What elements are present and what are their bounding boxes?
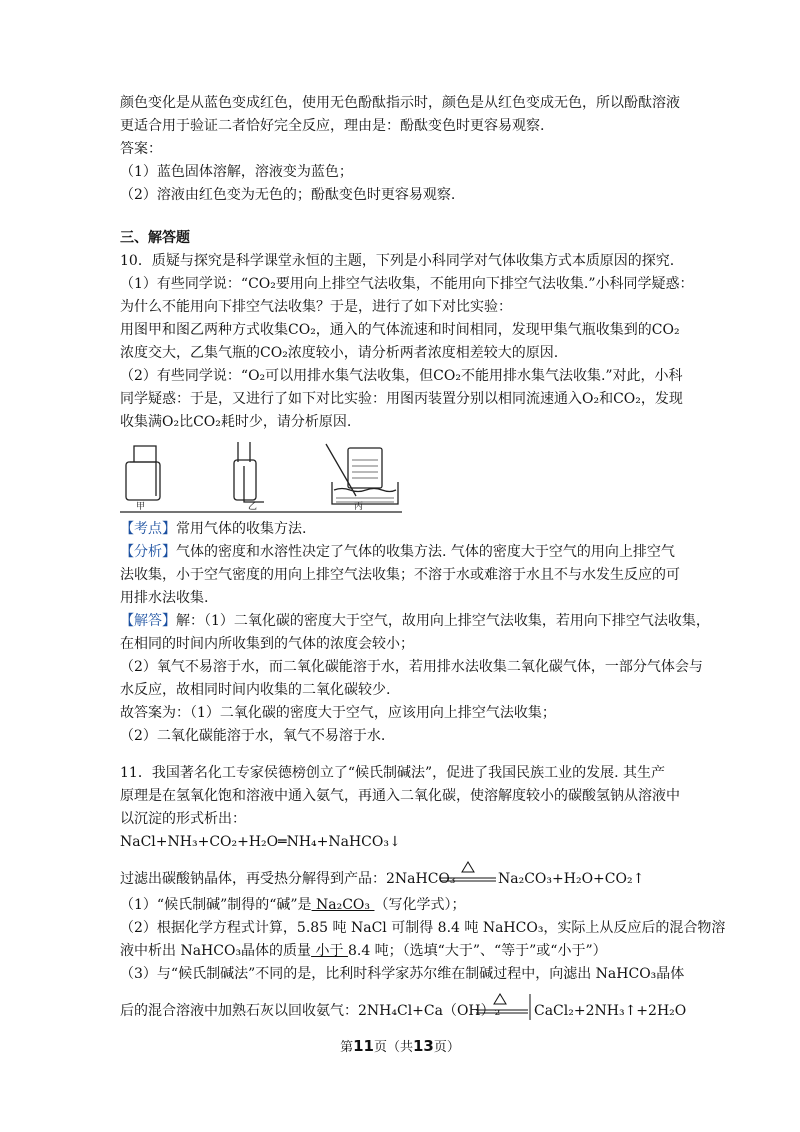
q10-text: 同学疑惑：于是，又进行了如下对比实验：用图丙装置分别以相同流速通入O₂和CO₂，发现 [120,391,683,407]
footer-text: 页（共 [373,1040,413,1055]
q11-part1-text: （写化学式）； [374,897,466,913]
footer-text: 第 [340,1040,354,1055]
q11-part3-text: （3）与“候氏制碱法”不同的是，比利时科学家苏尔维在制碱过程中，向滤出 NaHCO₃晶体 [120,966,685,982]
q10-text: 用图甲和图乙两种方式收集CO₂，通入的气体流速和时间相同，发现甲集气瓶收集到的CO₂ [120,322,680,338]
heat-arrow-icon [438,860,498,886]
kaodian-text: 常用气体的收集方法. [176,521,307,537]
jieda-tag: 【解答】 [120,613,176,629]
q11-part2-text: 8.4 吨；（选填“大于”、“等于”或“小于”） [347,943,607,959]
footer-text: 页） [433,1040,460,1055]
jieda-text: 水反应，故相同时间内收集的二氧化碳较少. [120,682,391,698]
page-footer [0,1036,800,1055]
document-page [120,92,726,1026]
paragraph-line: 更适合用于验证二者恰好完全反应，理由是：酚酞变色时更容易观察. [120,118,545,134]
jieda-text: 解：（1）二氧化碳的密度大于空气，故用向上排空气法收集，若用向下排空气法收集， [176,613,710,629]
q10-text: （1）有些同学说：“CO₂要用向上排空气法收集，不能用向下排空气法收集.”小科同学疑惑： [120,276,694,292]
answer-line: （2）二氧化碳能溶于水，氧气不易溶于水. [120,728,386,744]
figure-label-bing: 丙 [354,502,364,512]
section-title: 三、解答题 [120,230,190,246]
q11-part2-text: 液中析出 NaHCO₃晶体的质量 [120,943,312,959]
answer-blank: 小于 [311,943,348,959]
q11-text: 以沉淀的形式析出： [120,811,246,827]
answer-line: （1）蓝色固体溶解，溶液变为蓝色； [120,164,353,180]
answer-line: （2）溶液由红色变为无色的；酚酞变色时更容易观察. [120,187,456,203]
q10-text: 为什么不能用向下排空气法收集？于是，进行了如下对比实验： [120,299,512,315]
q10-text: 浓度交大，乙集气瓶的CO₂浓度较小，请分析两者浓度相差较大的原因. [120,345,559,361]
q10-text: 10．质疑与探究是科学课堂永恒的主题，下列是小科同学对气体收集方式本质原因的探究. [120,253,675,269]
paragraph-line: 颜色变化是从蓝色变成红色，使用无色酚酞指示时，颜色是从红色变成无色，所以酚酞溶液 [120,95,680,111]
answer-label: 答案： [120,141,162,157]
ammonia-recovery-equation [120,986,710,1026]
q10-text: （2）有些同学说：“O₂可以用排水集气法收集，但CO₂不能用排水集气法收集.”对此，小科 [120,368,683,384]
total-pages: 13 [413,1037,434,1055]
q11-text: 原理是在氢氧化饱和溶液中通入氨气，再通入二氧化碳，使溶解度较小的碳酸氢钠从溶液中 [120,788,680,804]
equation-reactant: 过滤出碳酸钠晶体，再受热分解得到产品：2NaHCO₃ [120,871,456,887]
q11-part1-text: （1）“候氏制碱”制得的“碱”是 [120,897,312,913]
figure-label-yi: 乙 [248,502,258,512]
q11-text: 11．我国著名化工专家侯德榜创立了“候氏制碱法”，促进了我国民族工业的发展. 其生产 [120,765,666,781]
heat-arrow-icon [474,992,534,1022]
equation-products: Na₂CO₃+H₂O+CO₂↑ [498,871,645,887]
fenxi-text: 用排水法收集. [120,590,209,606]
figure-label-jia: 甲 [136,502,146,512]
answer-blank: Na₂CO₃ [311,897,375,913]
equation-products: CaCl₂+2NH₃↑+2H₂O [534,1003,687,1019]
equation-reactant: 后的混合溶液中加熟石灰以回收氨气：2NH₄Cl+Ca（OH）₂ [120,1003,501,1019]
page-number: 11 [353,1037,374,1055]
fenxi-text: 气体的密度和水溶性决定了气体的收集方法. 气体的密度大于空气的用向上排空气 [176,544,675,560]
q10-text: 收集满O₂比CO₂耗时少，请分析原因. [120,414,352,430]
q11-part2-text: （2）根据化学方程式计算，5.85 吨 NaCl 可制得 8.4 吨 NaHCO₃，实际上从反应后的混合物溶 [120,920,726,936]
fenxi-text: 法收集，小于空气密度的用向上排空气法收集；不溶于水或难溶于水且不与水发生反应的可 [120,567,680,583]
answer-line: 故答案为：（1）二氧化碳的密度大于空气，应该用向上排空气法收集； [120,705,556,721]
jieda-text: （2）氧气不易溶于水，而二氧化碳能溶于水，若用排水法收集二氧化碳气体，一部分气体会与 [120,659,703,675]
equation-1: NaCl+NH₃+CO₂+H₂O═NH₄+NaHCO₃↓ [120,834,401,850]
jieda-text: 在相同的时间内所收集到的气体的浓度会较小； [120,636,414,652]
apparatus-figure [120,436,402,514]
kaodian-tag: 【考点】 [120,521,176,537]
fenxi-tag: 【分析】 [120,544,176,560]
decomposition-equation [120,854,710,894]
